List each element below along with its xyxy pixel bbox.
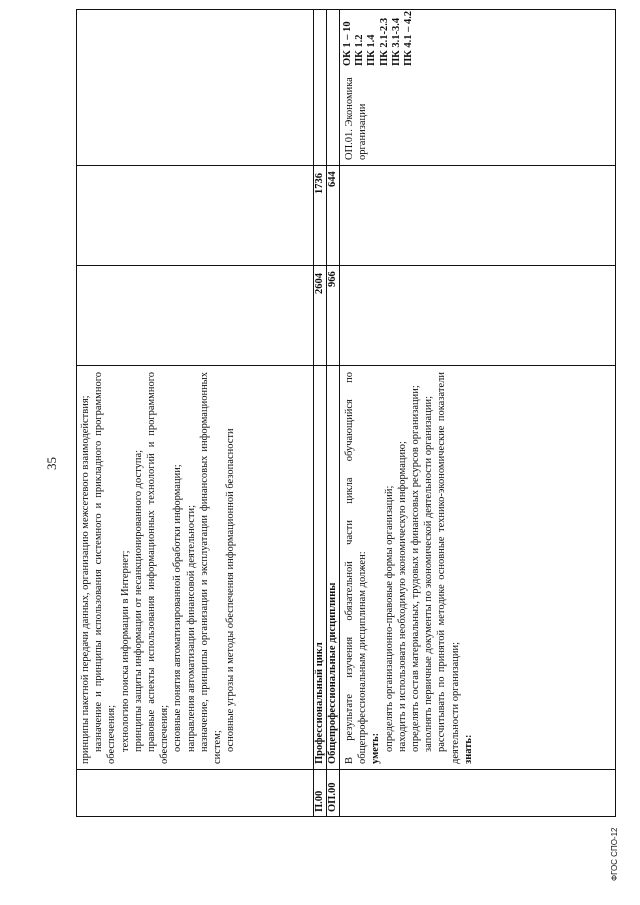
- column-divider: [77, 265, 615, 266]
- discipline-name: ОП.01. Экономика организации: [344, 77, 369, 160]
- column-divider: [77, 365, 615, 366]
- requirement-line: назначение, принципы организации и эксплуатации финансовых информационных систем;: [198, 372, 224, 764]
- competence-code: ОК 1 – 10: [342, 21, 353, 66]
- requirement-line: знать:: [462, 734, 474, 764]
- requirement-line: технологию поиска информации в Интернет;: [119, 550, 131, 752]
- gen-code: ОП.00: [327, 782, 338, 812]
- gen-title: Общепрофессиональные дисциплины: [327, 582, 338, 764]
- requirement-line: направления автоматизации финансовой деятельности;: [185, 504, 197, 752]
- row-divider: [339, 10, 340, 816]
- page-number: 35: [44, 457, 59, 470]
- pcycle-title: Профессиональный цикл: [314, 642, 325, 764]
- column-divider: [77, 769, 615, 770]
- pcycle-mandatory: 1736: [314, 173, 325, 194]
- competence-code: ПК 1.2: [354, 34, 366, 66]
- requirement-line: В результате изучения обязательной части цикла обучающийся по общепрофессиональным дисциплинам должен:: [344, 372, 369, 764]
- competence-code: ПК 4.1 – 4.2: [403, 10, 415, 66]
- pcycle-code: П.00: [314, 790, 325, 812]
- gen-max-load: 966: [327, 271, 338, 287]
- column-divider: [77, 165, 615, 166]
- requirement-line: определять состав материальных, трудовых и финансовых ресурсов организации;: [410, 385, 422, 752]
- requirement-line: находить и использовать необходимую экономическую информацию;: [396, 441, 408, 752]
- competence-code: ПК 3.1-3.4: [390, 17, 402, 66]
- requirement-line: назначение и принципы использования системного и прикладного программного обеспечения;: [93, 372, 118, 764]
- footer-code: ФГОС СПО-12: [610, 827, 619, 881]
- competence-list: [342, 10, 415, 66]
- requirements-text-op01: [343, 372, 475, 764]
- requirement-line: основные понятия автоматизированной обработки информации;: [172, 464, 184, 752]
- requirement-line: определять организационно-правовые формы организаций;: [383, 485, 395, 752]
- gen-mandatory: 644: [327, 171, 338, 187]
- competence-code: ПК 2.1-2.3: [378, 17, 390, 66]
- requirement-line: принципы пакетной передачи данных, организацию межсетевого взаимодействия;: [80, 395, 91, 764]
- competence-code: ПК 1.4: [366, 34, 378, 66]
- requirement-line: заполнять первичные документы по экономической деятельности организации;: [423, 396, 435, 752]
- requirement-line: рассчитывать по принятой методике основные технико-экономические показатели деятельности организации;: [436, 372, 461, 764]
- pcycle-max-load: 2604: [314, 273, 325, 294]
- requirement-line: основные угрозы и методы обеспечения информационной безопасности: [225, 428, 237, 752]
- requirement-line: принципы защиты информации от несанкционированного доступа;: [132, 449, 144, 752]
- requirement-line: правовые аспекты использования информационных технологий и программного обеспечения;: [146, 372, 171, 764]
- curriculum-table: [76, 9, 616, 817]
- requirement-line: уметь:: [370, 732, 382, 764]
- requirements-text-top: [79, 372, 237, 764]
